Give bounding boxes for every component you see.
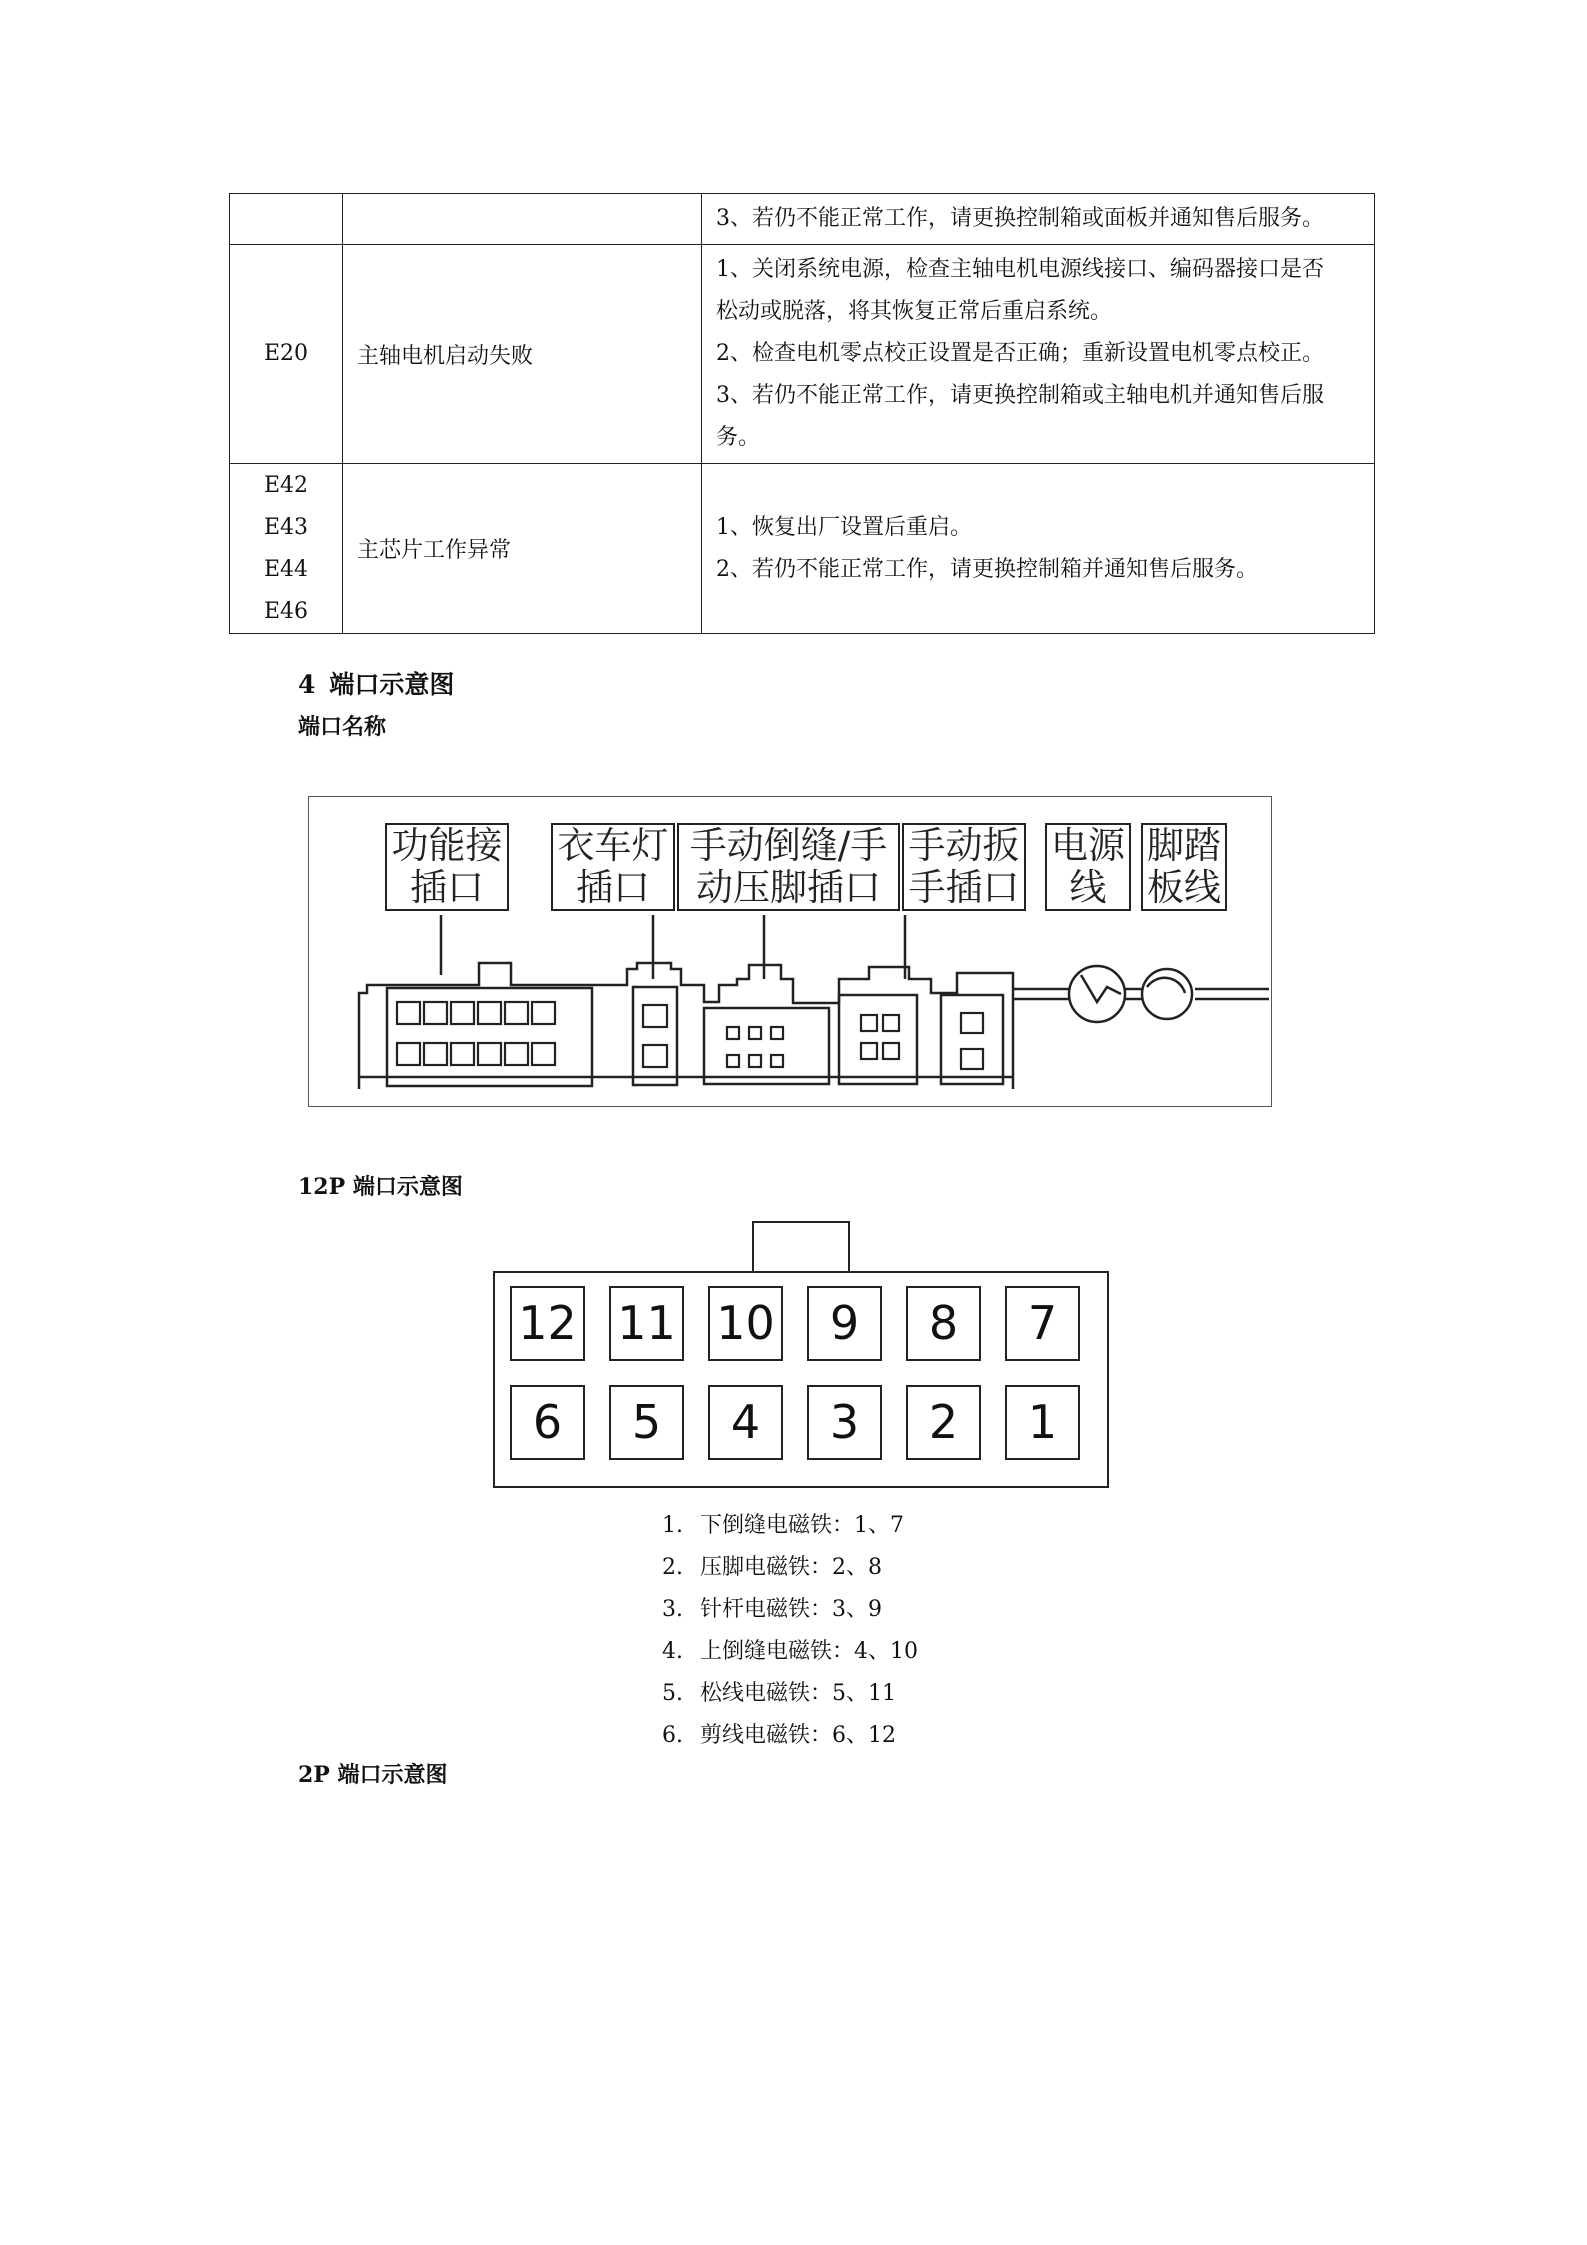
error-code-table: [229, 193, 1375, 634]
pin-2: 2: [906, 1385, 981, 1460]
section-title: 端口示意图: [329, 670, 455, 699]
solution-line: 3、若仍不能正常工作，请更换控制箱或主轴电机并通知售后服: [716, 383, 1324, 408]
error-name-cell: 主轴电机启动失败: [343, 245, 702, 464]
solution-cell: [702, 194, 1375, 245]
error-code: E43: [263, 514, 309, 540]
list-item: 6. 剪线电磁铁：6、12: [662, 1723, 896, 1748]
solution-line: 务。: [716, 425, 761, 450]
list-item: 1. 下倒缝电磁铁：1、7: [662, 1513, 904, 1538]
list-item: 4. 上倒缝电磁铁：4、10: [662, 1639, 918, 1664]
label-power-cable: 电源 线: [1045, 823, 1131, 911]
port-diagram: [308, 796, 1272, 1107]
error-name-cell: [343, 194, 702, 245]
error-code-cell: [230, 245, 343, 464]
error-code: E44: [263, 556, 309, 582]
label-function-port: 功能接 插口: [385, 823, 509, 911]
p12-pin-legend: [662, 1505, 918, 1757]
section-heading: [298, 665, 454, 701]
label-lamp-port: 衣车灯 插口: [551, 823, 675, 911]
solution-line: 1、关闭系统电源，检查主轴电机电源线接口、编码器接口是否: [716, 257, 1324, 282]
solution-cell: [702, 245, 1375, 464]
pin-6: 6: [510, 1385, 585, 1460]
p2-heading: 2P 端口示意图: [298, 1762, 448, 1788]
pin-8: 8: [906, 1286, 981, 1361]
error-code: E42: [263, 472, 309, 498]
pin-11: 11: [609, 1286, 684, 1361]
pin-9: 9: [807, 1286, 882, 1361]
p12-connector-key: [752, 1221, 850, 1273]
list-item: 2. 压脚电磁铁：2、8: [662, 1555, 882, 1580]
solution-line: 1、恢复出厂设置后重启。: [716, 514, 972, 540]
solution-line: 3、若仍不能正常工作，请更换控制箱或面板并通知售后服务。: [716, 206, 1324, 231]
label-backtack-presser-port: 手动倒缝/手 动压脚插口: [677, 823, 900, 911]
error-code-cell: [230, 464, 343, 634]
solution-line: 2、若仍不能正常工作，请更换控制箱并通知售后服务。: [716, 556, 1258, 582]
error-code: E20: [263, 341, 309, 366]
solution-cell: [702, 464, 1375, 634]
pin-1: 1: [1005, 1385, 1080, 1460]
section-number: 4: [298, 670, 316, 699]
pin-5: 5: [609, 1385, 684, 1460]
pin-3: 3: [807, 1385, 882, 1460]
error-code-cell: [230, 194, 343, 245]
table-row: [230, 245, 1375, 464]
p12-heading: 12P 端口示意图: [298, 1174, 463, 1200]
pin-10: 10: [708, 1286, 783, 1361]
table-row: [230, 464, 1375, 634]
solution-line: 2、检查电机零点校正设置是否正确；重新设置电机零点校正。: [716, 341, 1324, 366]
error-code: E46: [263, 598, 309, 624]
table-row: [230, 194, 1375, 245]
pin-7: 7: [1005, 1286, 1080, 1361]
error-name-cell: 主芯片工作异常: [343, 464, 702, 634]
list-item: 5. 松线电磁铁：5、11: [662, 1681, 896, 1706]
label-pedal-cable: 脚踏 板线: [1141, 823, 1227, 911]
label-wrench-port: 手动扳 手插口: [902, 823, 1026, 911]
list-item: 3. 针杆电磁铁：3、9: [662, 1597, 882, 1622]
pin-12: 12: [510, 1286, 585, 1361]
solution-line: 松动或脱落，将其恢复正常后重启系统。: [716, 299, 1113, 324]
pin-4: 4: [708, 1385, 783, 1460]
port-names-heading: 端口名称: [298, 714, 387, 740]
